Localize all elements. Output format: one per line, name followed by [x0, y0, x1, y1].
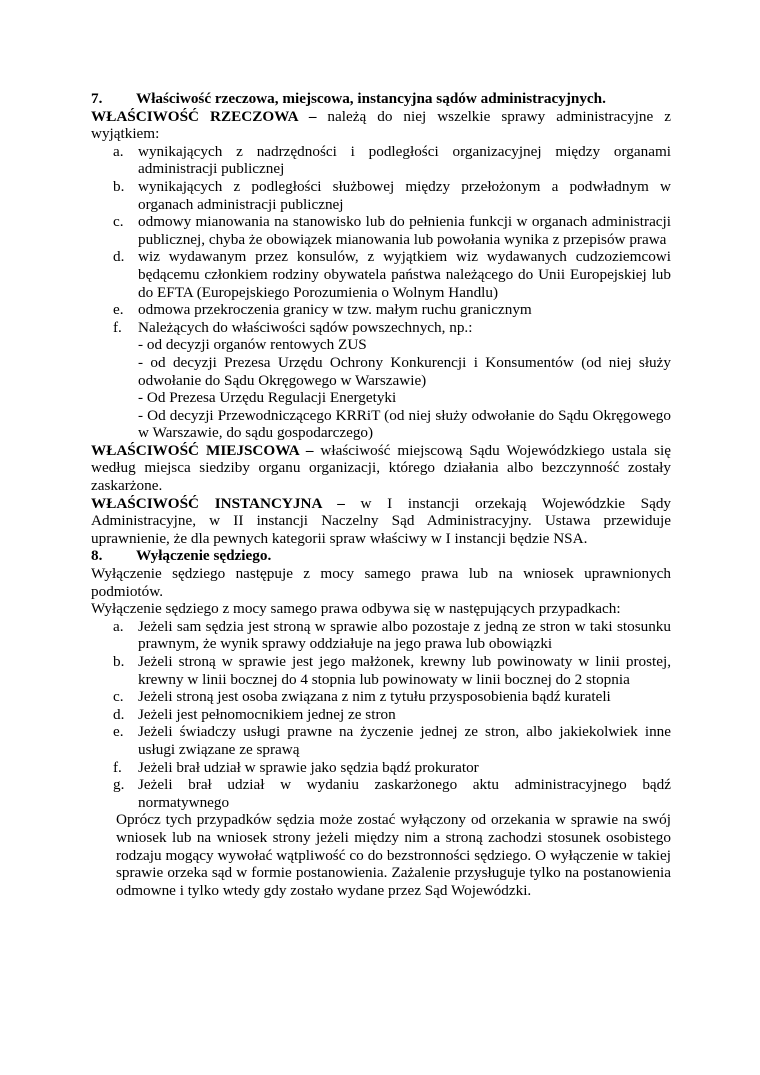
list-item-text: wynikających z nadrzędności i podległości organizacyjnej między organami administracji publicznej	[138, 142, 671, 178]
list-marker: d.	[113, 248, 125, 266]
section-title: Wyłączenie sędziego.	[136, 547, 272, 565]
sub-item: - od decyzji Prezesa Urzędu Ochrony Konkurencji i Konsumentów (od niej służy odwołanie do Sądu Okręgowego w Warszawie)	[138, 353, 671, 389]
list-item	[91, 759, 671, 777]
section-7-heading	[91, 90, 671, 108]
section-number: 7.	[91, 90, 103, 107]
list-marker: g.	[113, 776, 125, 794]
list-marker: c.	[113, 213, 124, 231]
list-item	[91, 723, 671, 758]
list-item-text: Jeżeli brał udział w sprawie jako sędzia bądź prokurator	[138, 758, 479, 776]
list-item	[91, 776, 671, 811]
list-marker: a.	[113, 617, 124, 635]
list-marker: c.	[113, 688, 124, 706]
list-item	[91, 178, 671, 213]
instancyjna-paragraph	[91, 495, 671, 548]
instancyjna-text: w I instancji orzekają Wojewódzkie Sądy Administracyjne, w II instancji Naczelny Sąd Administracyjny. Ustawa przewiduje uprawnienie, że dla pewnych kategorii spraw właściwy w I instancji będzie NSA.	[91, 494, 672, 547]
instancyjna-label: WŁAŚCIWOŚĆ INSTANCYJNA –	[91, 494, 345, 512]
list-item-text: wynikających z podległości służbowej między przełożonym a podwładnym w organach administracji publicznej	[138, 177, 671, 213]
list-item-text: Jeżeli jest pełnomocnikiem jednej ze stron	[138, 705, 396, 723]
sub-item: - Od Prezesa Urzędu Regulacji Energetyki	[138, 389, 397, 407]
list-item	[91, 618, 671, 653]
exclusion-cases-list	[91, 618, 671, 812]
sub-item: - Od decyzji Przewodniczącego KRRiT (od niej służy odwołanie do Sądu Okręgowego w Warszawie, do sądu gospodarczego)	[138, 406, 671, 442]
list-item	[91, 319, 671, 442]
list-item	[91, 143, 671, 178]
list-item	[91, 653, 671, 688]
list-item-text: Jeżeli brał udział w wydaniu zaskarżonego aktu administracyjnego bądź normatywnego	[138, 776, 671, 811]
list-item-text: odmowy mianowania na stanowisko lub do pełnienia funkcji w organach administracji publicznej, chyba że obowiązek mianowania lub powołania wynika z przepisów prawa	[138, 213, 671, 248]
intro-paragraph: Wyłączenie sędziego następuje z mocy samego prawa lub na wniosek uprawnionych podmiotów.	[91, 565, 671, 600]
list-item-text: Należących do właściwości sądów powszechnych, np.:	[138, 318, 473, 336]
document-page	[91, 90, 671, 899]
miejscowa-text: właściwość miejscową Sądu Wojewódzkiego ustala się według miejsca siedziby organu organizacji, którego działania albo bezczynność zostały zaskarżone.	[91, 441, 671, 495]
list-marker: e.	[113, 723, 124, 741]
list-marker: f.	[113, 318, 122, 336]
list-item-text: Jeżeli stroną jest osoba związana z nim z tytułu przysposobienia bądź kurateli	[138, 688, 611, 706]
list-item-text: Jeżeli świadczy usługi prawne na życzenie jednej ze stron, albo jakiekolwiek inne usługi związane ze sprawą	[138, 723, 671, 758]
rzeczowa-text: należą do niej wszelkie sprawy administracyjne z wyjątkiem:	[91, 107, 671, 143]
list-marker: b.	[113, 177, 125, 195]
section-8-heading	[91, 547, 671, 565]
list-item-text: wiz wydawanym przez konsulów, z wyjątkiem wiz wydawanych cudzoziemcowi będącemu członkiem rodziny obywatela państwa należącego do Unii Europejskiej lub do EFTA (Europejskiego Porozumienia o Wolnym Handlu)	[138, 248, 671, 301]
miejscowa-paragraph	[91, 442, 671, 495]
list-marker: a.	[113, 142, 124, 160]
list-item	[91, 301, 671, 319]
list-item	[91, 706, 671, 724]
list-item	[91, 688, 671, 706]
list-item-text: odmowa przekroczenia granicy w tzw. małym ruchu granicznym	[138, 301, 532, 319]
section-number: 8.	[91, 547, 103, 565]
list-marker: d.	[113, 705, 125, 723]
list-item-text: Jeżeli sam sędzia jest stroną w sprawie albo pozostaje z jedną ze stron w taki stosunku prawnym, że wynik sprawy oddziałuje na jego prawa lub obowiązki	[138, 617, 671, 653]
list-marker: f.	[113, 758, 122, 776]
intro-paragraph: Wyłączenie sędziego z mocy samego prawa odbywa się w następujących przypadkach:	[91, 600, 621, 618]
list-marker: e.	[113, 301, 124, 319]
rzeczowa-label: WŁAŚCIWOŚĆ RZECZOWA –	[91, 107, 317, 125]
sub-item: - od decyzji organów rentowych ZUS	[138, 336, 367, 354]
rzeczowa-paragraph	[91, 108, 671, 143]
list-marker: b.	[113, 653, 125, 670]
miejscowa-label: WŁAŚCIWOŚĆ MIEJSCOWA –	[91, 441, 314, 459]
closing-paragraph: Oprócz tych przypadków sędzia może zostać wyłączony od orzekania w sprawie na swój wniosek lub na wniosek strony jeżeli między nim a stroną zachodzi stosunek osobistego rodzaju mogący wywołać wątpliwość co do bezstronności sędziego. O wyłączenie w takiej sprawie orzeka sąd w formie postanowienia. Zażalenie przysługuje tylko na postanowienia odmowne i tylko wtedy gdy zostało wydane przez Sąd Wojewódzki.	[116, 811, 671, 899]
exceptions-list	[91, 143, 671, 442]
list-item-text: Jeżeli stroną w sprawie jest jego małżonek, krewny lub powinowaty w linii prostej, krewny w linii bocznej do 4 stopnia lub powinowaty w linii bocznej do 2 stopnia	[138, 653, 671, 688]
list-item	[91, 213, 671, 248]
list-item	[91, 248, 671, 301]
section-title: Właściwość rzeczowa, miejscowa, instancyjna sądów administracyjnych.	[136, 90, 606, 107]
